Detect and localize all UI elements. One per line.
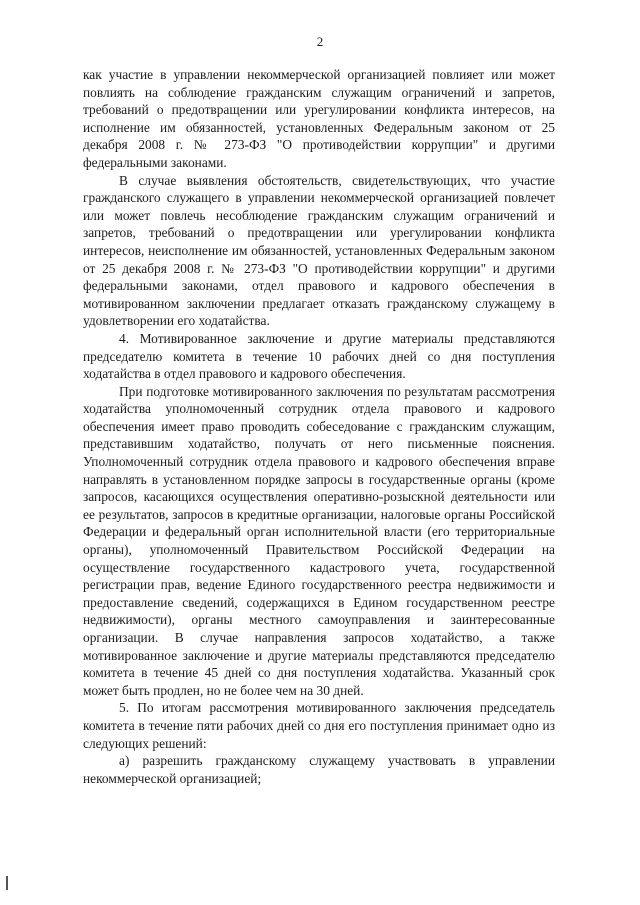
paragraph-5: 5. По итогам рассмотрения мотивированного заключения председатель комитета в течение пяти рабочих дней со дня его поступления принимает одно из следующих решений: bbox=[83, 700, 555, 751]
paragraph-3: 4. Мотивированное заключение и другие материалы представляются председателю комитета в течение 10 рабочих дней со дня поступления ходатайства в отдел правового и кадрового обеспечения. bbox=[83, 330, 555, 382]
paragraph-2: В случае выявления обстоятельств, свидетельствующих, что участие гражданского служащего в управлении некоммерческой организацией повлечет или может повлечь несоблюдение гражданским служащим ограничений и запретов, требований о предотвращении или урегулировании конфликта интересов, неисполнение им обязанностей, установленных Федеральным законом от 25 декабря 2008 г. № 273-ФЗ "О противодействии коррупции" и другими федеральными законами, отдел правового и кадрового обеспечения в мотивированном заключении предлагает отказать гражданскому служащему в удовлетворении его ходатайства. bbox=[83, 172, 555, 329]
paragraph-6: а) разрешить гражданскому служащему участвовать в управлении некоммерческой организацией; bbox=[83, 753, 555, 786]
page-number: 2 bbox=[316, 34, 324, 49]
document-body bbox=[83, 66, 555, 787]
paragraph-4: При подготовке мотивированного заключения по результатам рассмотрения ходатайства уполномоченный сотрудник отдела правового и кадрового обеспечения имеет право проводить собеседование с гражданским служащим, представившим ходатайство, получать от него письменные пояснения. Уполномоченный сотрудник отдела правового и кадрового обеспечения вправе направлять в установленном порядке запросы в государственные органы (кроме запросов, касающихся осуществления оперативно-розыскной деятельности или ее результатов, запросов в кредитные организации, налоговые органы Российской Федерации и федеральный орган исполнительной власти (его территориальные органы), уполномоченный Правительством Российской Федерации на осуществление государственного кадастрового учета, государственной регистрации прав, ведение Единого государственного реестра недвижимости и предоставление сведений, содержащихся в Едином государственном реестре недвижимости), органы местного самоуправления и заинтересованные организации. В случае направления запросов ходатайство, а также мотивированное заключение и другие материалы представляются председателю комитета в течение 45 дней со дня поступления ходатайства. Указанный срок может быть продлен, но не более чем на 30 дней. bbox=[83, 383, 555, 698]
paragraph-1: как участие в управлении некоммерческой организацией повлияет или может повлиять на соблюдение гражданским служащим ограничений и запретов, требований о предотвращении или урегулировании конфликта интересов, на исполнение им обязанностей, установленных Федеральным законом от 25 декабря 2008 г. № 273-ФЗ "О противодействии коррупции" и другими федеральными законами. bbox=[83, 67, 555, 170]
scan-edge-mark bbox=[6, 876, 8, 890]
